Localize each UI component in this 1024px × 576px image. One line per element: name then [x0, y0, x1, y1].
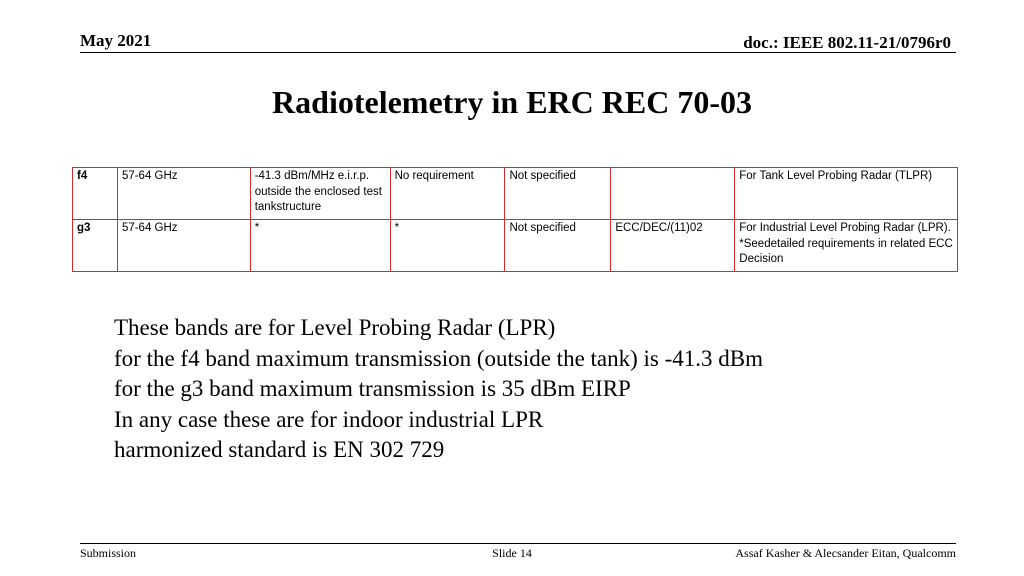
- header-divider: [80, 52, 956, 53]
- regulation-table: [72, 167, 958, 272]
- spacing-cell: Not specified: [505, 168, 611, 220]
- table-row: [73, 168, 958, 220]
- body-line: for the f4 band maximum transmission (outside the tank) is -41.3 dBm: [114, 345, 764, 371]
- body-line: In any case these are for indoor industrial LPR: [114, 406, 544, 432]
- ecc-ref-cell: ECC/DEC/(11)02: [611, 220, 735, 272]
- footer-authors: Assaf Kasher & Alecsander Eitan, Qualcomm: [735, 546, 956, 560]
- table-row: [73, 220, 958, 272]
- body-line: harmonized standard is EN 302 729: [114, 437, 445, 462]
- footer-divider: [80, 543, 956, 544]
- body-text: [114, 313, 763, 466]
- body-line: These bands are for Level Probing Radar (LPR): [114, 315, 556, 340]
- footer-submission: Submission: [80, 546, 137, 560]
- band-id-cell: f4: [73, 168, 118, 220]
- notes-cell: For Tank Level Probing Radar (TLPR): [735, 168, 958, 220]
- band-id-cell: g3: [73, 220, 118, 272]
- body-line: for the g3 band maximum transmission is 35 dBm EIRP: [114, 376, 631, 401]
- access-cell: *: [390, 220, 505, 272]
- header-doc-id: doc.: IEEE 802.11-21/0796r0: [743, 33, 951, 52]
- footer-slide-number: Slide 14: [492, 546, 532, 560]
- ecc-ref-cell: [611, 168, 735, 220]
- header-date: May 2021: [80, 31, 152, 50]
- spacing-cell: Not specified: [505, 220, 611, 272]
- access-cell: No requirement: [390, 168, 505, 220]
- notes-cell: For Industrial Level Probing Radar (LPR). *Seedetailed requirements in related ECC Decision: [735, 220, 958, 272]
- power-cell: *: [250, 220, 390, 272]
- frequency-cell: 57-64 GHz: [117, 168, 250, 220]
- power-cell: -41.3 dBm/MHz e.i.r.p. outside the enclosed test tankstructure: [250, 168, 390, 220]
- slide-title: Radiotelemetry in ERC REC 70-03: [272, 84, 752, 120]
- frequency-cell: 57-64 GHz: [117, 220, 250, 272]
